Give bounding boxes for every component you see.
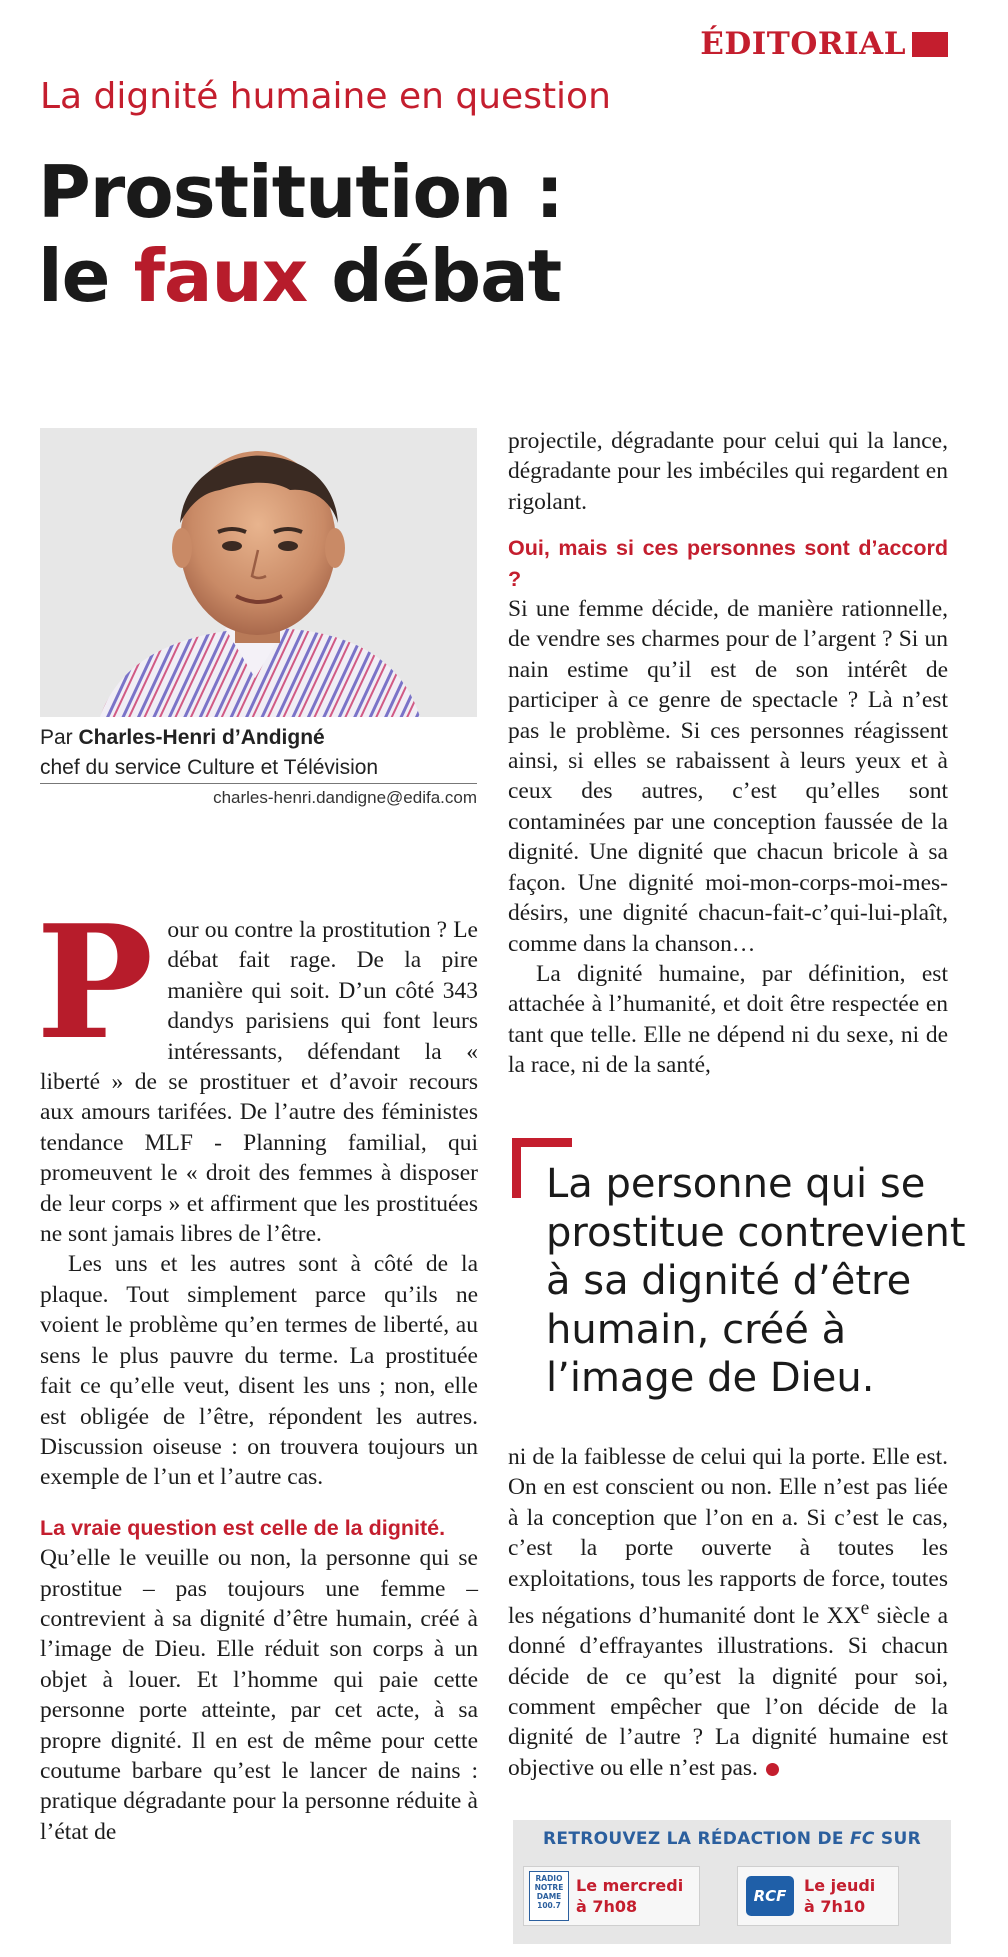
rcf-day: Le jeudi	[804, 1876, 876, 1895]
promo-title-post: SUR	[874, 1829, 921, 1849]
author-role: chef du service Culture et Télévision	[40, 756, 379, 779]
quote-bracket-icon	[512, 1138, 521, 1198]
article-paragraph-4: projectile, dégradante pour celui qui la lance, dégradante pour les imbéciles qui regardent en rigolant.	[508, 428, 948, 515]
radio-promo-box	[513, 1820, 951, 1944]
article-paragraph-5: Si une femme décide, de manière rationnelle, de vendre ses charmes pour de l’argent ? Si un nain estime qu’il est de son intérêt de participer à ce genre de spectacle ? Là n’est pas le problème. Si ces personnes réagissent ainsi, si elles se rabaissent à leurs yeux et à ceux des autres, c’est qu’elles sont contaminées par une conception faussée de la dignité. Une dignité que chacun bricole à sa façon. Une dignité moi-mon-corps-moi-mes-désirs, une dignité chacun-fait-c’qui-lui-plaît, comme dans la chanson…	[508, 596, 948, 957]
radio-notre-dame-slot	[523, 1866, 700, 1926]
century-superscript: e	[860, 1598, 870, 1620]
rcf-time: à 7h10	[804, 1897, 866, 1916]
rnd-schedule	[576, 1875, 683, 1917]
rnd-logo-line-3: DAME	[536, 1892, 562, 1901]
article-paragraph-6: La dignité humaine, par définition, est attachée à l’humanité, et doit être respectée en tant que telle. Elle ne dépend ni du sexe, ni de la race, ni de la santé,	[508, 960, 948, 1079]
quote-bracket-top	[512, 1138, 572, 1147]
rnd-logo-line-4: 100.7	[537, 1901, 561, 1910]
article-column-left	[36, 891, 478, 1847]
paragraph-7-text-a: ni de la faiblesse de celui qui la porte. Elle est. On en est conscient ou non. Elle n’est pas liée à la conception que l’on en a. Si c’est le cas, c’est la porte ouverte à toutes les exploitations, tous les rapports de force, toutes les négations d’humanité dont le XX	[508, 1444, 948, 1629]
kicker: La dignité humaine en question	[40, 76, 611, 117]
author-photo	[40, 428, 477, 717]
byline-prefix: Par	[40, 726, 79, 749]
author-email: charles-henri.dandigne@edifa.com	[213, 788, 477, 807]
rnd-day: Le mercredi	[576, 1876, 684, 1895]
pull-quote	[512, 1138, 982, 1408]
article-paragraph-7	[508, 1442, 948, 1783]
byline-divider	[40, 783, 477, 784]
headline-pre: le	[38, 234, 134, 318]
headline-line-1: Prostitution :	[38, 150, 564, 234]
paragraph-1-text: our ou contre la prostitution ? Le débat fait rage. De la pire manière qui soit. D’un côté 343 dandys parisiens qui font leurs intéressants, défendant la « liberté » de se prostituer et d’avoir recours aux amours tarifées. De l’autre des féministes tendance MLF - Planning familial, qui promeuvent le « droit des femmes à disposer de leur corps » et affirment que les prostituées ne sont jamais libres de l’être.	[40, 917, 478, 1248]
section-tag	[700, 26, 948, 62]
section-label: ÉDITORIAL	[700, 26, 906, 62]
radio-notre-dame-logo-icon	[529, 1871, 569, 1921]
byline	[40, 723, 378, 783]
headline	[38, 150, 563, 318]
headline-post: débat	[307, 234, 562, 318]
paragraph-7-text-b: siècle a donné d’effrayantes illustrations. Si chacun décide de ce qu’est la dignité pour soi, comment empêcher que l’on décide de la dignité de l’autre ? La dignité humaine est objective ou elle n’est pas.	[508, 1602, 948, 1781]
subheading-consent: Oui, mais si ces personnes sont d’accord ?	[508, 536, 948, 591]
author-portrait-image	[40, 428, 477, 717]
promo-title-brand: FC	[850, 1829, 875, 1849]
rcf-schedule	[804, 1875, 875, 1917]
article-column-right-bottom	[508, 1442, 948, 1783]
drop-cap: P	[36, 891, 154, 1074]
headline-line-2	[38, 234, 563, 318]
end-mark-icon	[766, 1763, 779, 1776]
article-paragraph-3: Qu’elle le veuille ou non, la personne qui se prostitue – pas toujours une femme – contrevient à sa dignité d’être humain, créé à l’image de Dieu. Elle réduit son corps à un objet à louer. Et l’homme qui paie cette personne porte atteinte, par cet acte, à sa propre dignité. Il en est de même pour cette coutume barbare qu’est le lancer de nains : pratique dégradante pour la personne réduite à l’état de	[40, 1545, 478, 1845]
subheading-dignity: La vraie question est celle de la dignité.	[40, 1515, 446, 1540]
rcf-slot	[737, 1866, 899, 1926]
rcf-logo-icon: RCF	[746, 1876, 794, 1916]
promo-title-pre: RETROUVEZ LA RÉDACTION DE	[543, 1829, 850, 1849]
article-paragraph-2: Les uns et les autres sont à côté de la plaque. Tout simplement parce qu’ils ne voient le problème qu’en termes de liberté, au sens le plus pauvre du terme. La prostituée fait ce qu’elle veut, disent les uns ; non, elle est obligée de l’être, répondent les autres. Discussion oiseuse : on trouvera toujours un exemple de l’un et l’autre cas.	[40, 1251, 478, 1491]
rnd-logo-line-1: RADIO	[535, 1874, 563, 1883]
section-square-icon	[912, 32, 948, 57]
article-column-right-top	[508, 426, 948, 1081]
rnd-time: à 7h08	[576, 1897, 638, 1916]
promo-title	[513, 1829, 951, 1849]
article-paragraph-1	[36, 891, 478, 1249]
author-name: Charles-Henri d’Andigné	[78, 726, 325, 749]
rnd-logo-line-2: NOTRE	[534, 1883, 564, 1892]
pull-quote-text: La personne qui se prostitue contrevient à sa dignité d’être humain, créé à l’image de Dieu.	[546, 1161, 966, 1401]
byline-author-line	[40, 723, 378, 753]
headline-emphasis: faux	[133, 234, 308, 318]
